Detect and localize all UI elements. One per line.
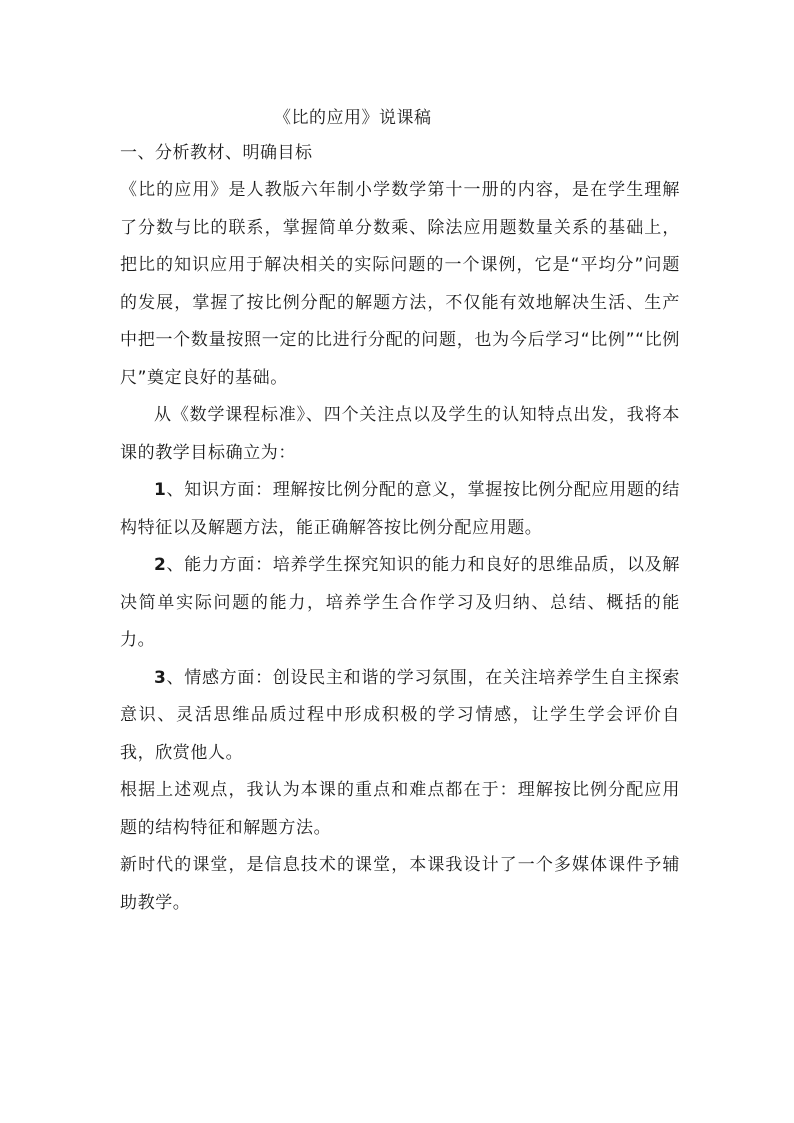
goal-number: 2 bbox=[154, 555, 167, 575]
paragraph-multimedia: 新时代的课堂，是信息技术的课堂，本课我设计了一个多媒体课件予辅助教学。 bbox=[120, 855, 680, 913]
goal-number: 1 bbox=[154, 480, 167, 500]
goal-text: 、情感方面：创设民主和谐的学习氛围，在关注培养学生自主探索意识、灵活思维品质过程中形成积极的学习情感，让学生学会评价自我，欣赏他人。 bbox=[120, 667, 680, 763]
paragraph-standard: 从《数学课程标准》、四个关注点以及学生的认知特点出发，我将本课的教学目标确立为： bbox=[120, 405, 680, 463]
paragraph-goal-knowledge bbox=[120, 472, 680, 547]
goal-text: 、能力方面：培养学生探究知识的能力和良好的思维品质，以及解决简单实际问题的能力，培养学生合作学习及归纳、总结、概括的能力。 bbox=[120, 555, 680, 650]
section-heading: 一、分析教材、明确目标 bbox=[120, 143, 313, 163]
paragraph-goal-ability bbox=[120, 547, 680, 660]
paragraph-intro: 《比的应用》是人教版六年制小学数学第十一册的内容，是在学生理解了分数与比的联系，掌握简单分数乘、除法应用题数量关系的基础上，把比的知识应用于解决相关的实际问题的一个课例，它是“平均分”问题的发展，掌握了按比例分配的解题方法，不仅能有效地解决生活、生产中把一个数量按照一定的比进行分配的问题，也为今后学习“比例”“比例尺”奠定良好的基础。 bbox=[120, 180, 680, 388]
document-body bbox=[120, 104, 680, 922]
paragraph-goal-emotion bbox=[120, 660, 680, 773]
goal-number: 3 bbox=[154, 667, 167, 688]
paragraph-key-points: 根据上述观点，我认为本课的重点和难点都在于：理解按比例分配应用题的结构特征和解题方法。 bbox=[120, 780, 680, 838]
page-title: 《比的应用》说课稿 bbox=[274, 108, 432, 128]
goal-text: 、知识方面：理解按比例分配的意义，掌握按比例分配应用题的结构特征以及解题方法，能正确解答按比例分配应用题。 bbox=[120, 480, 680, 538]
